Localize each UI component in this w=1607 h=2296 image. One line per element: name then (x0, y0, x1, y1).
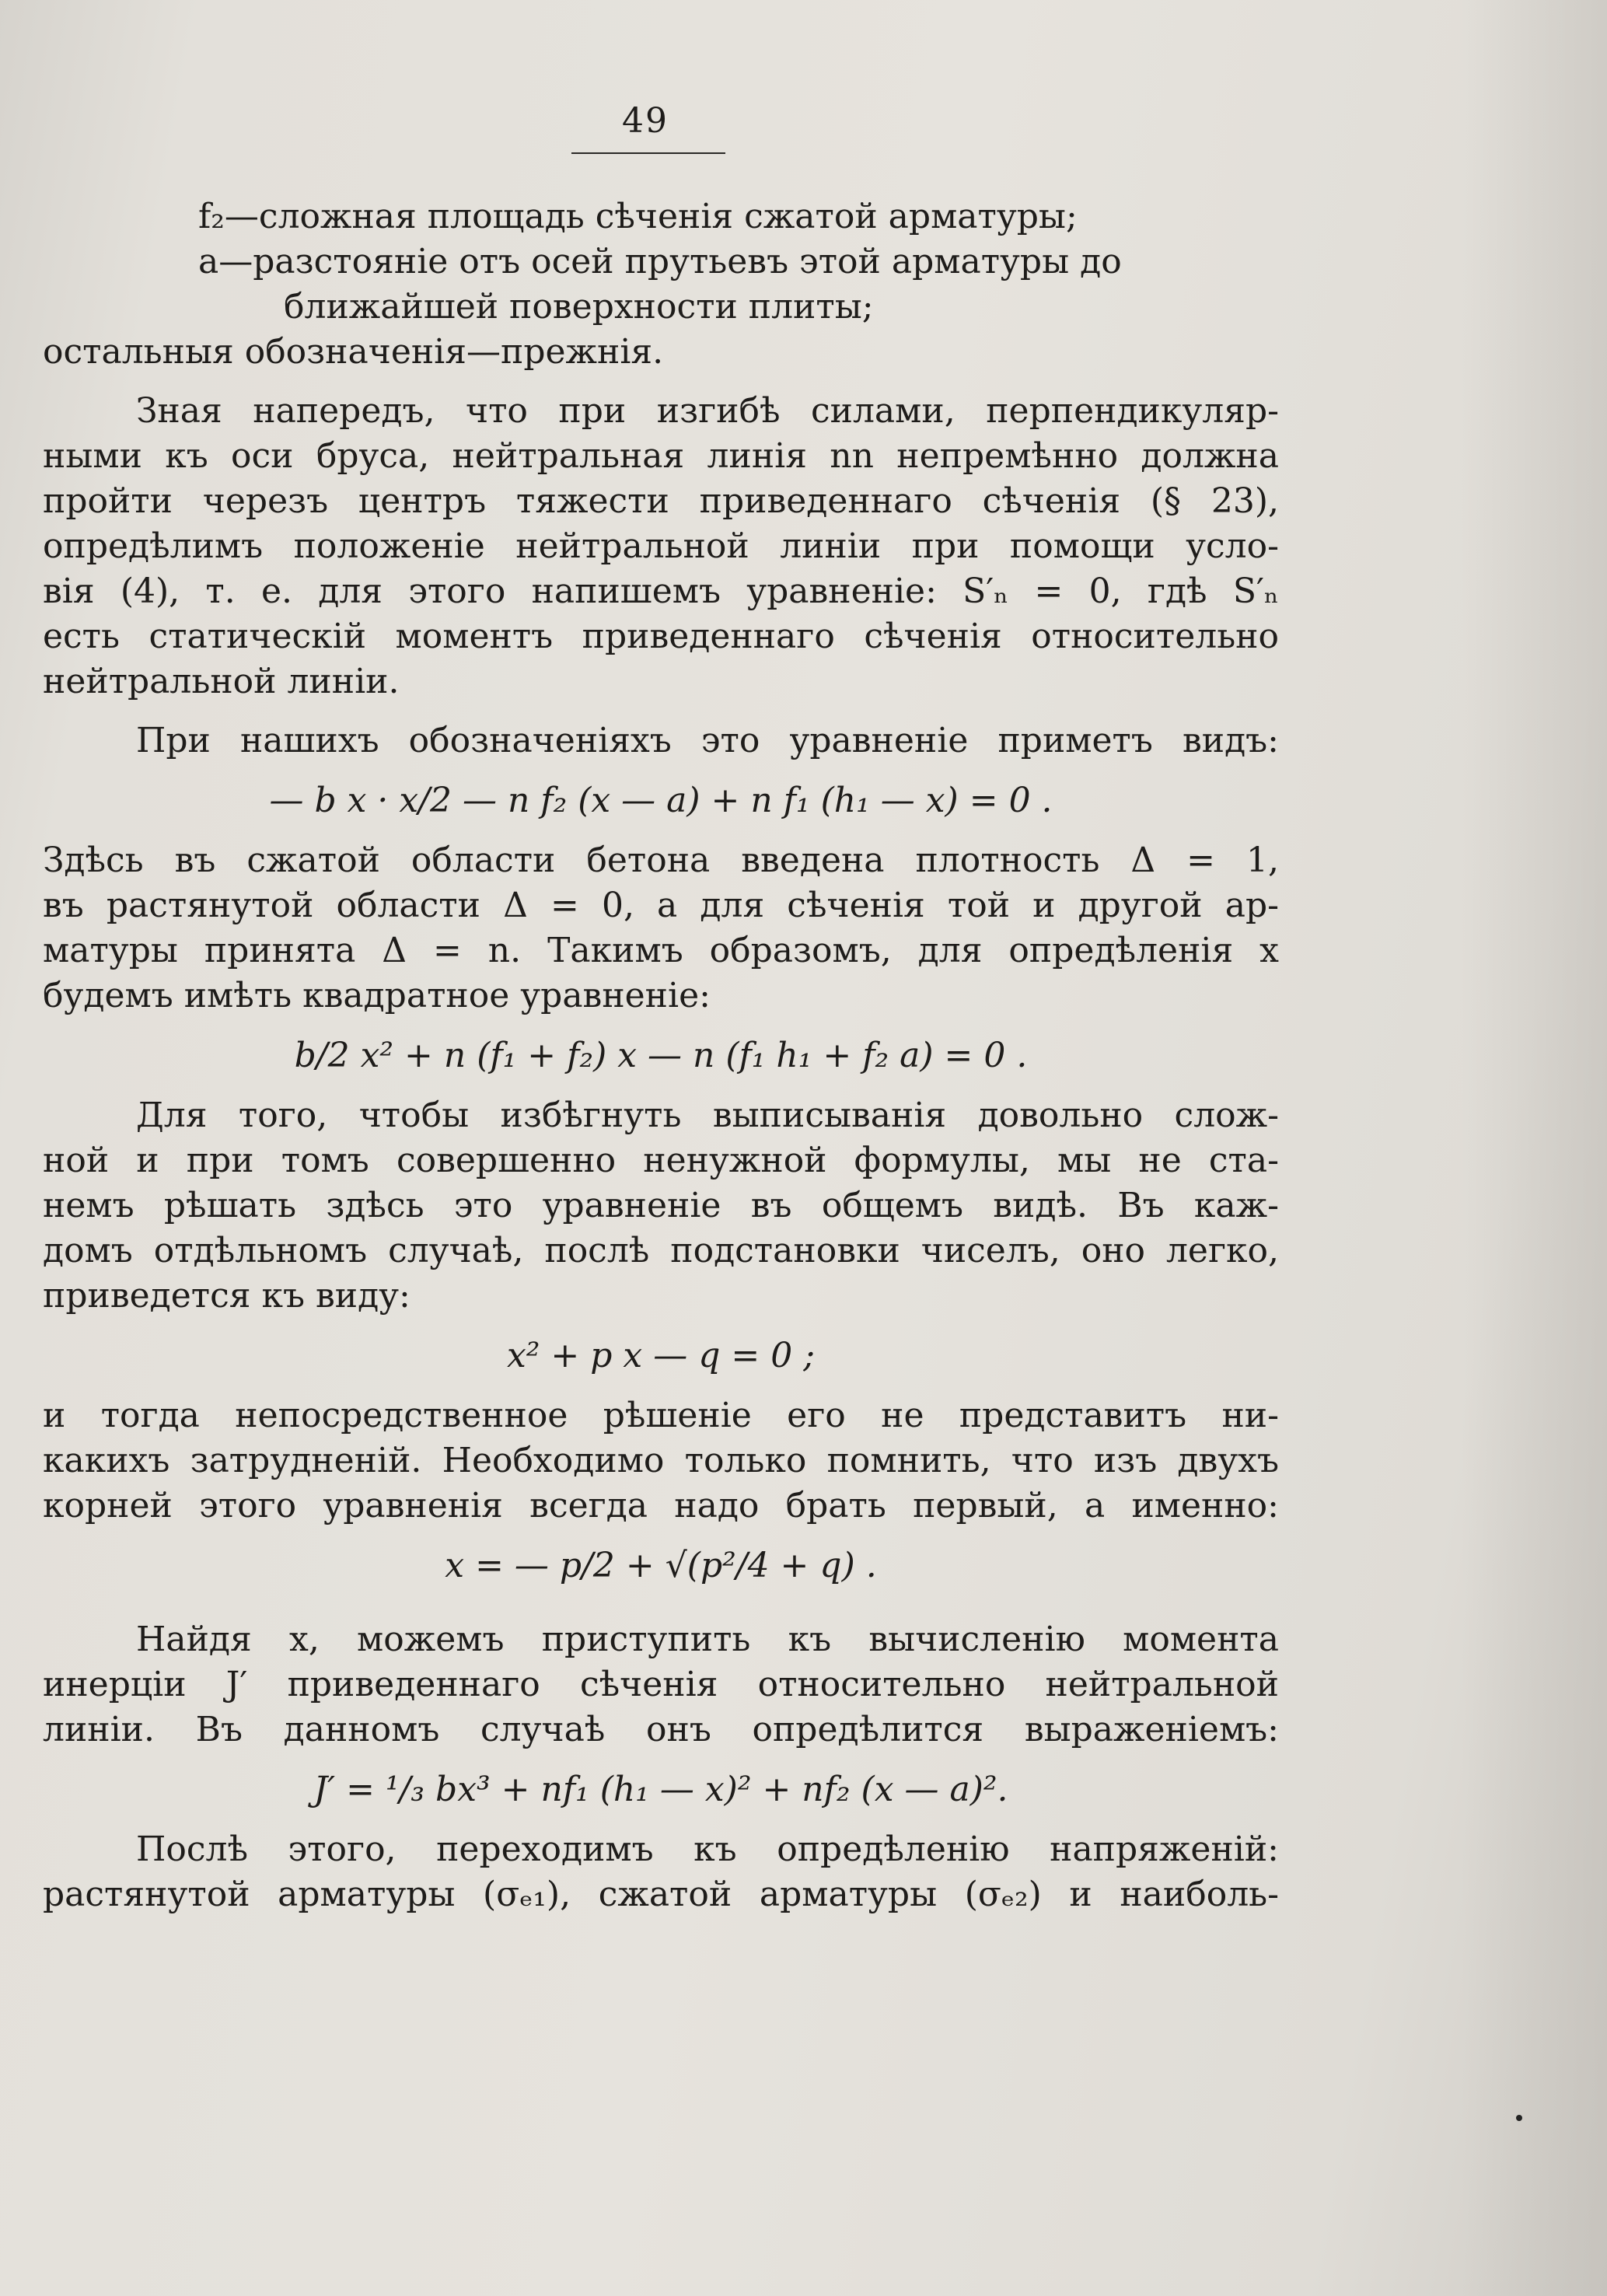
page-edge-shadow (1462, 0, 1607, 2296)
paragraph-line: линіи. Въ данномъ случаѣ онъ опредѣлится выраженіемъ: (43, 1710, 1279, 1749)
paragraph-line: и тогда непосредственное рѣшеніе его не представитъ ни- (43, 1396, 1279, 1435)
paragraph-line: ными къ оси бруса, нейтральная линія nn непремѣнно должна (43, 436, 1279, 476)
paragraph-line: есть статическій моментъ приведеннаго сѣченія относительно (43, 617, 1279, 656)
definition-a: a—разстояніе отъ осей прутьевъ этой арматуры до (198, 242, 1122, 281)
paragraph-line: будемъ имѣть квадратное уравненіе: (43, 976, 711, 1015)
paragraph-line: немъ рѣшать здѣсь это уравненіе въ общемъ видѣ. Въ каж- (43, 1186, 1279, 1225)
paragraph-line: Здѣсь въ сжатой области бетона введена плотность Δ = 1, (43, 840, 1279, 880)
paragraph-line: вія (4), т. е. для этого напишемъ уравненіе: S′ₙ = 0, гдѣ S′ₙ (43, 571, 1279, 611)
page-number: 49 (622, 101, 669, 141)
equation-2: b/2 x² + n (f₁ + f₂) x — n (f₁ h₁ + f₂ a) = 0 . (294, 1036, 1028, 1075)
paragraph-line: домъ отдѣльномъ случаѣ, послѣ подстановки чиселъ, оно легко, (43, 1231, 1279, 1270)
ink-speck (1516, 2115, 1522, 2121)
equation-1: — b x · x/2 — n f₂ (x — a) + n f₁ (h₁ — x) = 0 . (269, 781, 1053, 820)
paragraph-line: корней этого уравненія всегда надо брать первый, а именно: (43, 1486, 1279, 1525)
equation-4: x = — p/2 + √(p²/4 + q) . (445, 1546, 877, 1585)
definitions-rest: остальныя обозначенія—прежнія. (43, 332, 664, 372)
paragraph-line: растянутой арматуры (σₑ₁), сжатой арматуры (σₑ₂) и наиболь- (43, 1875, 1279, 1914)
paragraph-line: въ растянутой области Δ = 0, а для сѣченія той и другой ар- (43, 886, 1279, 925)
paragraph-line: ной и при томъ совершенно ненужной формулы, мы не ста- (43, 1141, 1279, 1180)
definition-f2: f₂—сложная площадь сѣченія сжатой арматуры; (198, 197, 1078, 236)
paragraph-line: При нашихъ обозначеніяхъ это уравненіе приметъ видъ: (136, 721, 1279, 760)
paragraph-line: Зная напередъ, что при изгибѣ силами, перпендикуляр- (136, 391, 1279, 431)
page-number-rule (571, 152, 725, 154)
equation-5: J′ = ¹/₃ bx³ + nf₁ (h₁ — x)² + nf₂ (x — a)². (313, 1770, 1008, 1809)
paragraph-line: опредѣлимъ положеніе нейтральной линіи при помощи усло- (43, 526, 1279, 566)
definition-a-cont: ближайшей поверхности плиты; (284, 287, 874, 327)
paragraph-line: приведется къ виду: (43, 1276, 410, 1316)
paragraph-line: инерціи J′ приведеннаго сѣченія относительно нейтральной (43, 1665, 1279, 1704)
paragraph-line: пройти черезъ центръ тяжести приведеннаго сѣченія (§ 23), (43, 481, 1279, 521)
paragraph-line: матуры принята Δ = n. Такимъ образомъ, для опредѣленія x (43, 931, 1279, 970)
equation-3: x² + p x — q = 0 ; (506, 1336, 816, 1375)
paragraph-line: какихъ затрудненій. Необходимо только помнить, что изъ двухъ (43, 1441, 1279, 1480)
paragraph-line: Найдя x, можемъ приступить къ вычисленію момента (136, 1620, 1279, 1659)
paragraph-line: Послѣ этого, переходимъ къ опредѣленію напряженій: (136, 1829, 1279, 1869)
paragraph-line: нейтральной линіи. (43, 662, 400, 701)
body-text (43, 194, 1279, 1917)
paragraph-line: Для того, чтобы избѣгнуть выписыванія довольно слож- (136, 1096, 1279, 1135)
